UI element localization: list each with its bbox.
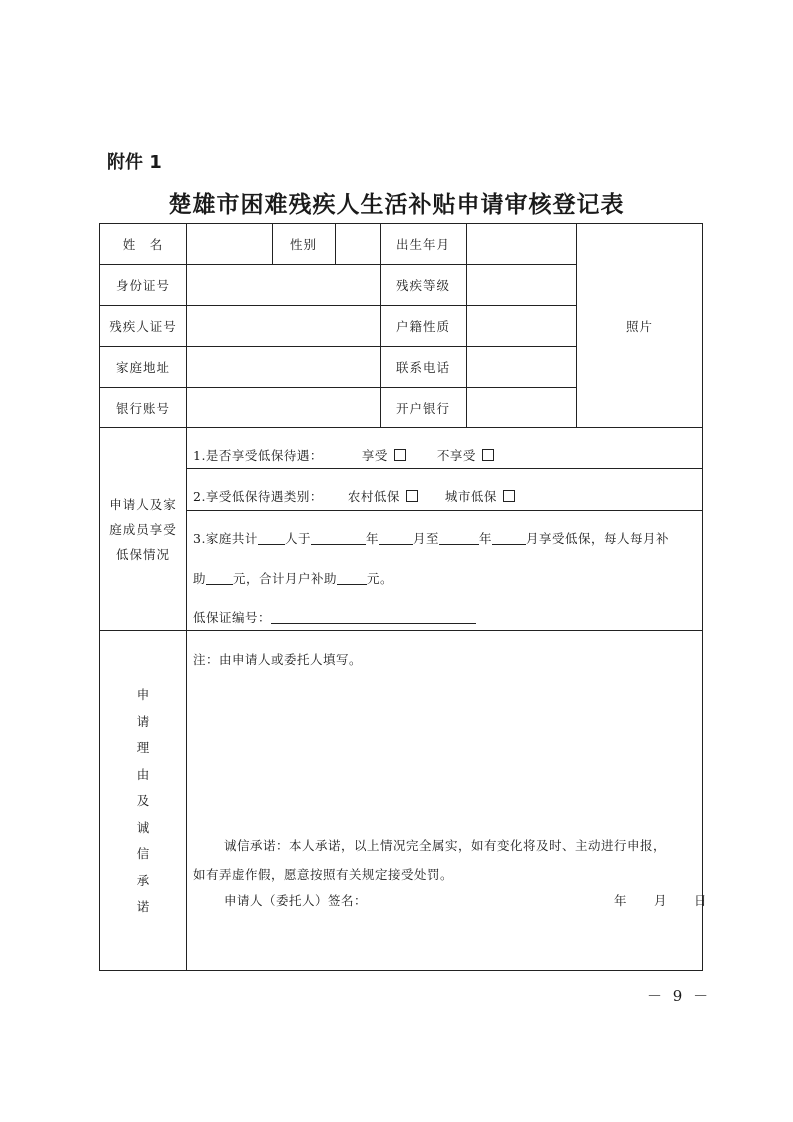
bank-label: 开户银行 <box>395 400 450 416</box>
bank-account-field[interactable] <box>187 388 380 427</box>
dibao-q3-c: 年 <box>365 531 379 546</box>
date-year: 年 <box>614 893 628 908</box>
reason-label-char: 承 <box>136 872 150 888</box>
household-count-blank[interactable] <box>258 532 285 545</box>
dibao-label-line: 低保情况 <box>115 546 170 562</box>
disability-cert-field[interactable] <box>187 306 380 346</box>
address-label: 家庭地址 <box>115 360 170 375</box>
per-person-subsidy-blank[interactable] <box>206 572 233 585</box>
reason-label-char: 请 <box>136 713 150 729</box>
page-number: － 9 － <box>647 987 712 1005</box>
row-divider <box>186 510 702 511</box>
photo-area[interactable]: 照片 <box>625 318 653 334</box>
disability-grade-label: 残疾等级 <box>395 278 450 293</box>
phone-label: 联系电话 <box>395 360 450 375</box>
phone-field[interactable] <box>467 347 576 387</box>
dibao-q2-text: 2.享受低保待遇类别： <box>193 489 323 504</box>
start-year-blank[interactable] <box>311 532 366 545</box>
reason-label-char: 由 <box>136 766 150 782</box>
reason-label-char: 及 <box>136 793 150 808</box>
reason-label-char: 申 <box>136 687 150 702</box>
dibao-q3-f: 月享受低保，每人每月补 <box>526 531 670 546</box>
household-type-label: 户籍性质 <box>395 319 450 334</box>
dibao-cert-blank[interactable] <box>271 611 476 624</box>
urban-dibao-checkbox[interactable] <box>503 490 515 502</box>
reason-label-char: 诺 <box>136 899 150 914</box>
pledge-line-1: 诚信承诺：本人承诺，以上情况完全属实，如有变化将及时、主动进行申报， <box>224 838 667 853</box>
gender-label: 性别 <box>289 237 317 252</box>
dibao-q3-e: 年 <box>478 531 492 546</box>
end-year-blank[interactable] <box>439 532 479 545</box>
dibao-q3-line1 <box>193 529 669 547</box>
dibao-cert-label: 低保证编号： <box>193 610 272 625</box>
bank-account-label: 银行账号 <box>115 400 170 416</box>
row-divider <box>100 427 702 428</box>
id-number-field[interactable] <box>187 265 380 305</box>
name-label: 姓 名 <box>122 237 164 252</box>
dibao-q3-d: 月至 <box>412 531 439 546</box>
dibao-label-line: 庭成员享受 <box>109 521 177 537</box>
pledge-line-2: 如有弄虚作假，愿意按照有关规定接受处罚。 <box>193 867 454 882</box>
start-month-blank[interactable] <box>379 532 413 545</box>
disability-grade-field[interactable] <box>467 265 576 305</box>
reason-text-area[interactable] <box>190 674 695 824</box>
household-type-field[interactable] <box>467 306 576 346</box>
name-field[interactable] <box>187 224 272 264</box>
dibao-yes-checkbox[interactable] <box>394 449 406 461</box>
applicant-signature-label: 申请人（委托人）签名： <box>224 893 368 908</box>
disability-cert-label: 残疾人证号 <box>109 319 177 334</box>
signature-date <box>614 891 707 909</box>
dibao-q3-h: 元，合计月户补助 <box>233 571 338 586</box>
dibao-q1-text: 1.是否享受低保待遇： <box>193 448 323 463</box>
end-month-blank[interactable] <box>492 532 526 545</box>
row-divider <box>100 630 702 631</box>
attachment-label: 附件 1 <box>107 152 162 173</box>
dibao-label-line: 申请人及家 <box>109 496 177 512</box>
address-field[interactable] <box>187 347 380 387</box>
household-subsidy-blank[interactable] <box>337 572 367 585</box>
form-title: 楚雄市困难残疾人生活补贴申请审核登记表 <box>168 192 625 218</box>
gender-field[interactable] <box>336 224 380 264</box>
dibao-q3-line2 <box>193 569 393 587</box>
dibao-q1 <box>193 446 494 464</box>
dibao-q3-i: 元。 <box>367 571 394 586</box>
reason-label-char: 信 <box>136 846 150 861</box>
birth-field[interactable] <box>467 224 576 264</box>
rural-dibao-checkbox[interactable] <box>406 490 418 502</box>
dibao-q1-yes-label: 享受 <box>361 448 388 463</box>
bank-field[interactable] <box>467 388 576 427</box>
dibao-urban-label: 城市低保 <box>444 489 497 504</box>
dibao-q3-a: 3.家庭共计 <box>193 531 258 546</box>
dibao-q2 <box>193 487 515 505</box>
dibao-no-checkbox[interactable] <box>482 449 494 461</box>
id-number-label: 身份证号 <box>115 278 170 293</box>
signature-field[interactable] <box>370 888 570 908</box>
reason-section-label <box>100 682 186 921</box>
dibao-q3-g: 助 <box>193 571 207 586</box>
dibao-rural-label: 农村低保 <box>347 489 400 504</box>
dibao-cert-row <box>193 608 476 626</box>
reason-label-char: 理 <box>136 740 150 755</box>
dibao-q1-no-label: 不享受 <box>436 448 476 463</box>
row-divider <box>186 468 702 469</box>
dibao-q3-b: 人于 <box>284 531 311 546</box>
birth-label: 出生年月 <box>395 237 450 252</box>
reason-note: 注：由申请人或委托人填写。 <box>193 652 363 667</box>
date-month: 月 <box>653 893 667 908</box>
date-day: 日 <box>693 893 707 908</box>
registration-form-table <box>99 223 707 971</box>
reason-label-char: 诚 <box>136 819 150 835</box>
dibao-section-label <box>100 428 186 630</box>
